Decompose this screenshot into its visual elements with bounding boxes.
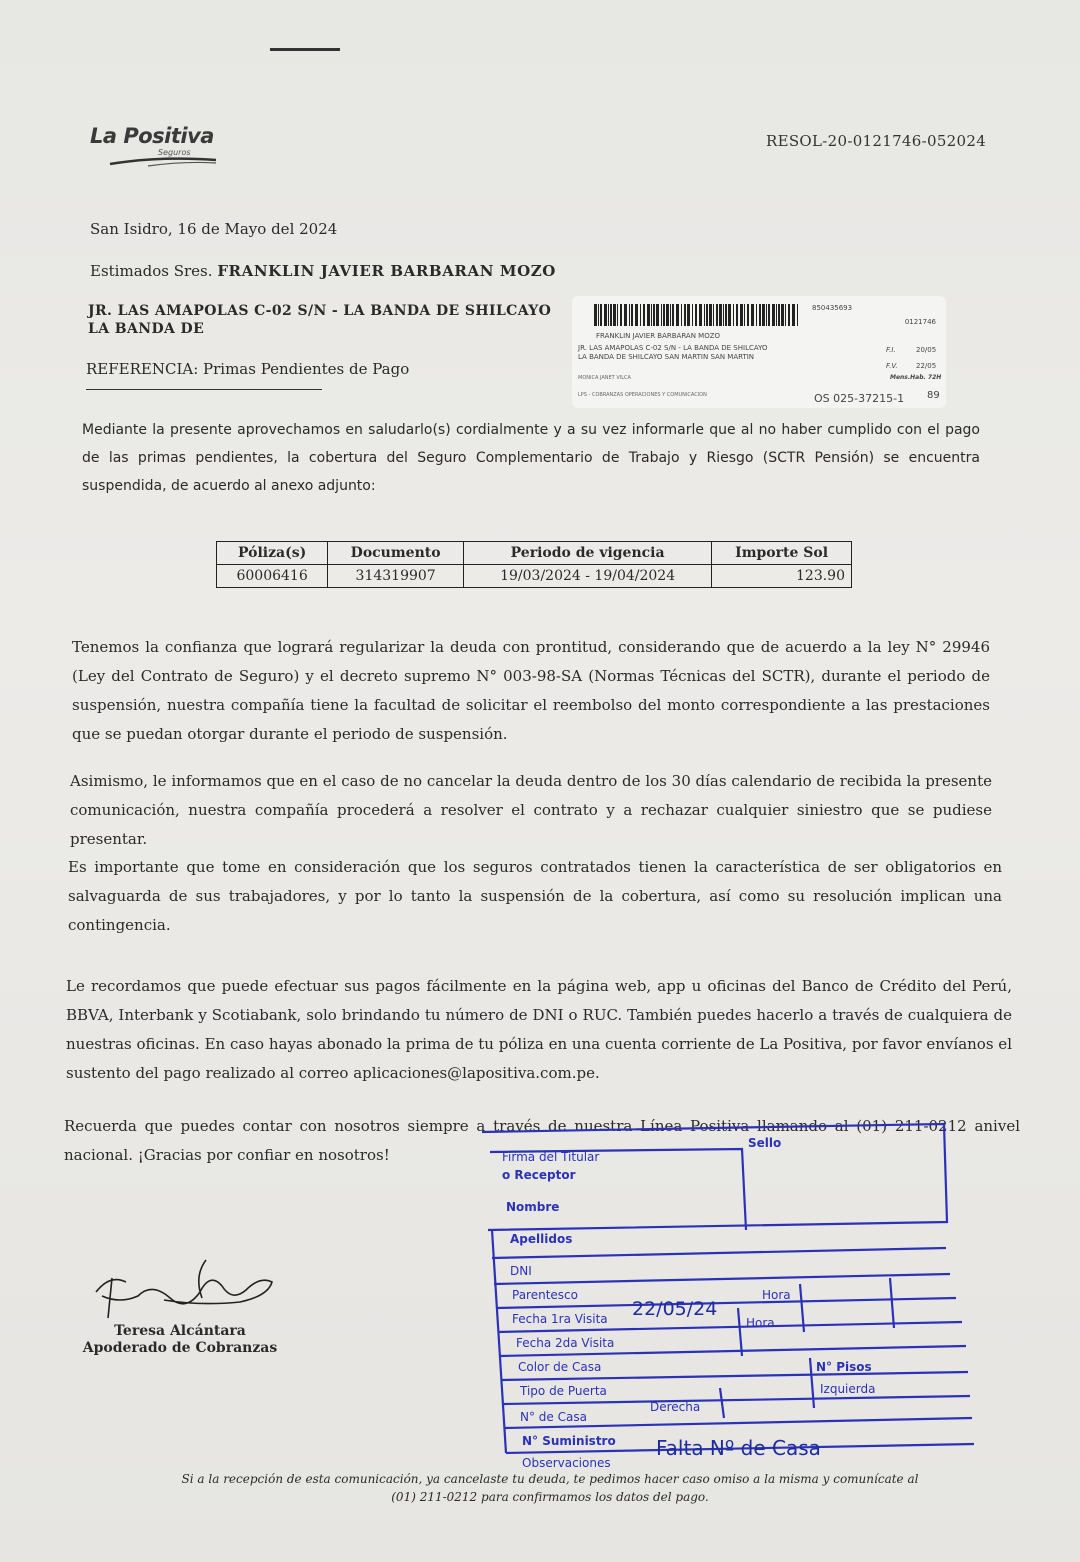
footer-note [150, 1470, 950, 1506]
paragraph-1: Tenemos la confianza que logrará regularizar la deuda con prontitud, considerando que de acuerdo a la ley N° 29946 (Ley del Contrato de Seguro) y el decreto supremo N° 003-98-SA (Normas Técnicas del SCTR), durante el periodo de suspensión, nuestra compañía tiene la facultad de solicitar el reembolso del monto correspondiente a las prestaciones que se puedan otorgar durante el periodo de suspensión. [72, 638, 990, 743]
cell-documento: 314319907 [328, 565, 464, 588]
footer-line-2: (01) 211-0212 para confirmamos los datos del pago. [391, 1490, 709, 1504]
address-line-2: LA BANDA DE [88, 321, 205, 337]
stamp-hora1: Hora [762, 1288, 791, 1302]
stamp-hora2: Hora [746, 1316, 775, 1330]
stamp-apellidos: Apellidos [510, 1232, 573, 1246]
stamp-observaciones: Observaciones [522, 1456, 611, 1470]
logo-name: La Positiva [90, 124, 214, 148]
stamp-fecha2: Fecha 2da Visita [516, 1336, 615, 1350]
reference-underline [86, 389, 322, 390]
stamp-fecha1-value: 22/05/24 [632, 1298, 718, 1320]
stamp-parentesco: Parentesco [512, 1288, 578, 1302]
cell-importe: 123.90 [712, 565, 852, 588]
paragraph-5: Recuerda que puedes contar con nosotros siempre a través de nuestra Línea Positiva llamando al (01) 211-0212 anivel nacional. ¡Gracias por confiar en nosotros! [64, 1117, 1020, 1164]
stamp-n-casa: N° de Casa [520, 1410, 587, 1424]
label-agent: MONICA JANET VILCA [578, 375, 631, 381]
signer-title: Apoderado de Cobranzas [82, 1340, 278, 1356]
stamp-observaciones-value: Falta Nº de Casa [656, 1436, 821, 1460]
mail-label-sticker [572, 296, 946, 408]
label-address-1: JR. LAS AMAPOLAS C-02 S/N - LA BANDA DE SHILCAYO [578, 344, 768, 352]
company-logo [90, 124, 220, 157]
stamp-receptor: o Receptor [502, 1168, 576, 1182]
signer-block [80, 1323, 280, 1357]
table-row [217, 565, 852, 588]
stamp-dni: DNI [510, 1264, 532, 1278]
recipient-name: FRANKLIN JAVIER BARBARAN MOZO [217, 262, 556, 280]
label-name: FRANKLIN JAVIER BARBARAN MOZO [596, 332, 721, 340]
policy-table [216, 541, 852, 588]
address-line-1: JR. LAS AMAPOLAS C-02 S/N - LA BANDA DE SHILCAYO [88, 303, 552, 319]
cell-periodo: 19/03/2024 - 19/04/2024 [464, 565, 712, 588]
signer-name: Teresa Alcántara [114, 1323, 246, 1339]
paragraph-3: Es importante que tome en consideración que los seguros contratados tienen la característica de ser obligatorios en salvaguarda de sus trabajadores, y por lo tanto la suspensión de la cobertura, así como su resolución implican una contingencia. [68, 858, 1002, 934]
barcode-icon [594, 304, 800, 326]
label-fi-value: 20/05 [916, 346, 937, 354]
label-address-2: LA BANDA DE SHILCAYO SAN MARTIN SAN MARTIN [578, 353, 755, 361]
col-header-importe: Importe Sol [712, 542, 852, 565]
handwritten-signature [90, 1252, 280, 1327]
col-header-poliza: Póliza(s) [217, 542, 328, 565]
stamp-fecha1: Fecha 1ra Visita [512, 1312, 608, 1326]
stamp-suministro: N° Suministro [522, 1434, 616, 1448]
label-mens: Mens.Hab. 72H [890, 374, 942, 381]
intro-paragraph: Mediante la presente aprovechamos en saludarlo(s) cordialmente y a su vez informarle que al no haber cumplido con el pago de las primas pendientes, la cobertura del Seguro Complementario de Trabajo y Riesgo (SCTR Pensión) se encuentra suspendida, de acuerdo al anexo adjunto: [82, 422, 980, 494]
label-os-code: OS 025-37215-1 [814, 392, 905, 405]
label-fv: F.V. [886, 362, 898, 370]
greeting-prefix: Estimados Sres. [90, 262, 213, 280]
stamp-pisos: N° Pisos [816, 1360, 872, 1374]
reference-line: REFERENCIA: Primas Pendientes de Pago [86, 360, 410, 378]
stamp-sello: Sello [748, 1136, 782, 1150]
label-corner-number: 0121746 [904, 318, 936, 326]
resolution-code: RESOL-20-0121746-052024 [766, 132, 987, 150]
label-fv-value: 22/05 [916, 362, 937, 370]
logo-swoosh-icon [108, 154, 218, 168]
stamp-izquierda: Izquierda [820, 1382, 876, 1396]
paragraph-2: Asimismo, le informamos que en el caso de no cancelar la deuda dentro de los 30 días calendario de recibida la presente comunicación, nuestra compañía procederá a resolver el contrato y a rechazar cualquier siniestro que se pudiese presentar. [70, 772, 992, 848]
greeting [90, 262, 556, 280]
label-area: LPS - COBRANZAS OPERACIONES Y COMUNICACION [578, 392, 707, 398]
stamp-derecha: Derecha [650, 1400, 701, 1414]
recipient-address [88, 302, 558, 338]
stamp-color: Color de Casa [518, 1360, 602, 1374]
paragraph-4: Le recordamos que puede efectuar sus pagos fácilmente en la página web, app u oficinas del Banco de Crédito del Perú, BBVA, Interbank y Scotiabank, solo brindando tu número de DNI o RUC. También puedes hacerlo a través de cualquiera de nuestras oficinas. En caso hayas abonado la prima de tu póliza en una cuenta corriente de La Positiva, por favor envíanos el sustento del pago realizado al correo aplicaciones@lapositiva.com.pe. [66, 977, 1012, 1082]
date-line: San Isidro, 16 de Mayo del 2024 [90, 220, 338, 238]
cell-poliza: 60006416 [217, 565, 328, 588]
label-os-number: 89 [927, 390, 940, 401]
stamp-firma: Firma del Titular [502, 1150, 600, 1164]
stamp-nombre: Nombre [506, 1200, 560, 1214]
label-fi: F.I. [886, 346, 896, 354]
table-header-row [217, 542, 852, 565]
footer-line-1: Si a la recepción de esta comunicación, ya cancelaste tu deuda, te pedimos hacer caso omiso a la misma y comunícate al [181, 1472, 919, 1486]
delivery-stamp [480, 1118, 980, 1478]
col-header-periodo: Periodo de vigencia [464, 542, 712, 565]
col-header-documento: Documento [328, 542, 464, 565]
stamp-tipo-puerta: Tipo de Puerta [520, 1384, 607, 1398]
logo-subtitle: Seguros [158, 148, 191, 157]
top-pen-mark [270, 48, 340, 51]
barcode-number: 850435693 [812, 304, 853, 312]
